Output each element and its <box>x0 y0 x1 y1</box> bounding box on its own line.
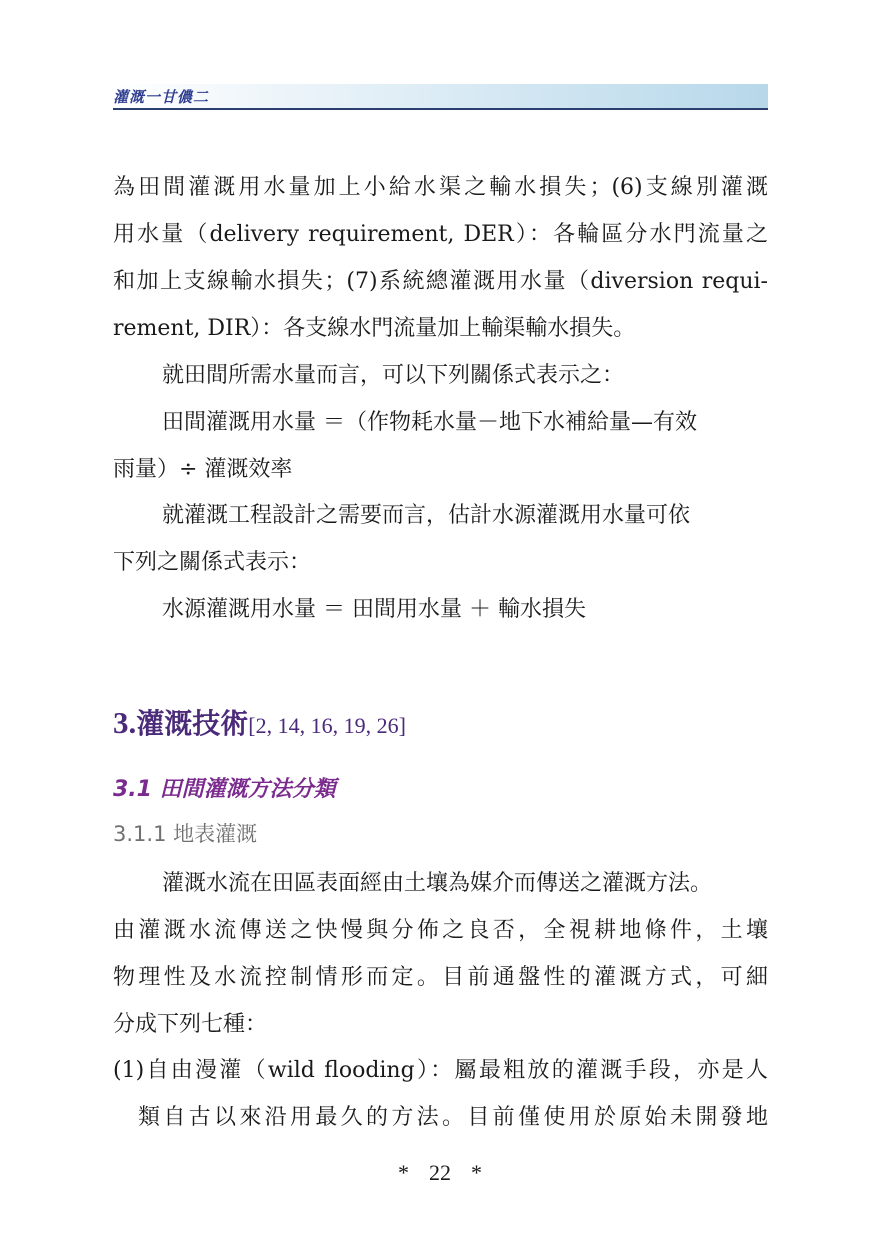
body-line: 為田間灌溉用水量加上小給水渠之輸水損失；(6)支線別灌溉 <box>113 175 768 200</box>
running-header <box>113 84 768 110</box>
footer-left-mark: * <box>398 1160 409 1185</box>
equation-line: 雨量）÷ 灌溉效率 <box>113 457 293 482</box>
body-line: 分成下列七種： <box>113 1012 268 1037</box>
equation-line: 水源灌溉用水量 ＝ 田間用水量 ＋ 輸水損失 <box>162 597 586 622</box>
body-line: 由灌溉水流傳送之快慢與分佈之良否，全視耕地條件，土壤 <box>113 918 768 943</box>
section-title: 灌溉技術 <box>136 707 249 740</box>
body-line: 就田間所需水量而言，可以下列關係式表示之： <box>162 363 625 388</box>
body-line: rement, DIR）：各支線水門流量加上輸渠輸水損失。 <box>113 316 636 341</box>
body-line: 灌溉水流在田區表面經由土壤為媒介而傳送之灌溉方法。 <box>162 871 713 896</box>
equation-line: 田間灌溉用水量 ＝（作物耗水量－地下水補給量—有效 <box>162 410 697 435</box>
subsection-heading: 3.1 田間灌溉方法分類 <box>113 777 336 802</box>
body-line: 用水量（delivery requirement, DER）：各輪區分水門流量之 <box>113 222 768 247</box>
body-line: 物理性及水流控制情形而定。目前通盤性的灌溉方式，可細 <box>113 965 768 990</box>
page-number: 22 <box>429 1160 451 1185</box>
body-line: 下列之關係式表示： <box>113 550 312 575</box>
subsubsection-heading: 3.1.1 地表灌溉 <box>113 822 258 846</box>
list-item-continuation: 類自古以來沿用最久的方法。目前僅使用於原始未開發地 <box>138 1105 768 1130</box>
page-footer <box>0 1160 880 1186</box>
footer-right-mark: * <box>471 1160 482 1185</box>
section-references: [2, 14, 16, 19, 26] <box>248 713 406 738</box>
body-line: 就灌溉工程設計之需要而言，估計水源灌溉用水量可依 <box>162 503 691 528</box>
section-heading <box>113 702 406 742</box>
header-title: 灌溉一甘儂二 <box>113 88 210 106</box>
section-number: 3. <box>113 705 137 740</box>
list-item: (1)自由漫灌（wild flooding）：屬最粗放的灌溉手段，亦是人 <box>113 1058 768 1083</box>
body-line: 和加上支線輸水損失；(7)系統總灌溉用水量（diversion requi- <box>113 269 768 294</box>
